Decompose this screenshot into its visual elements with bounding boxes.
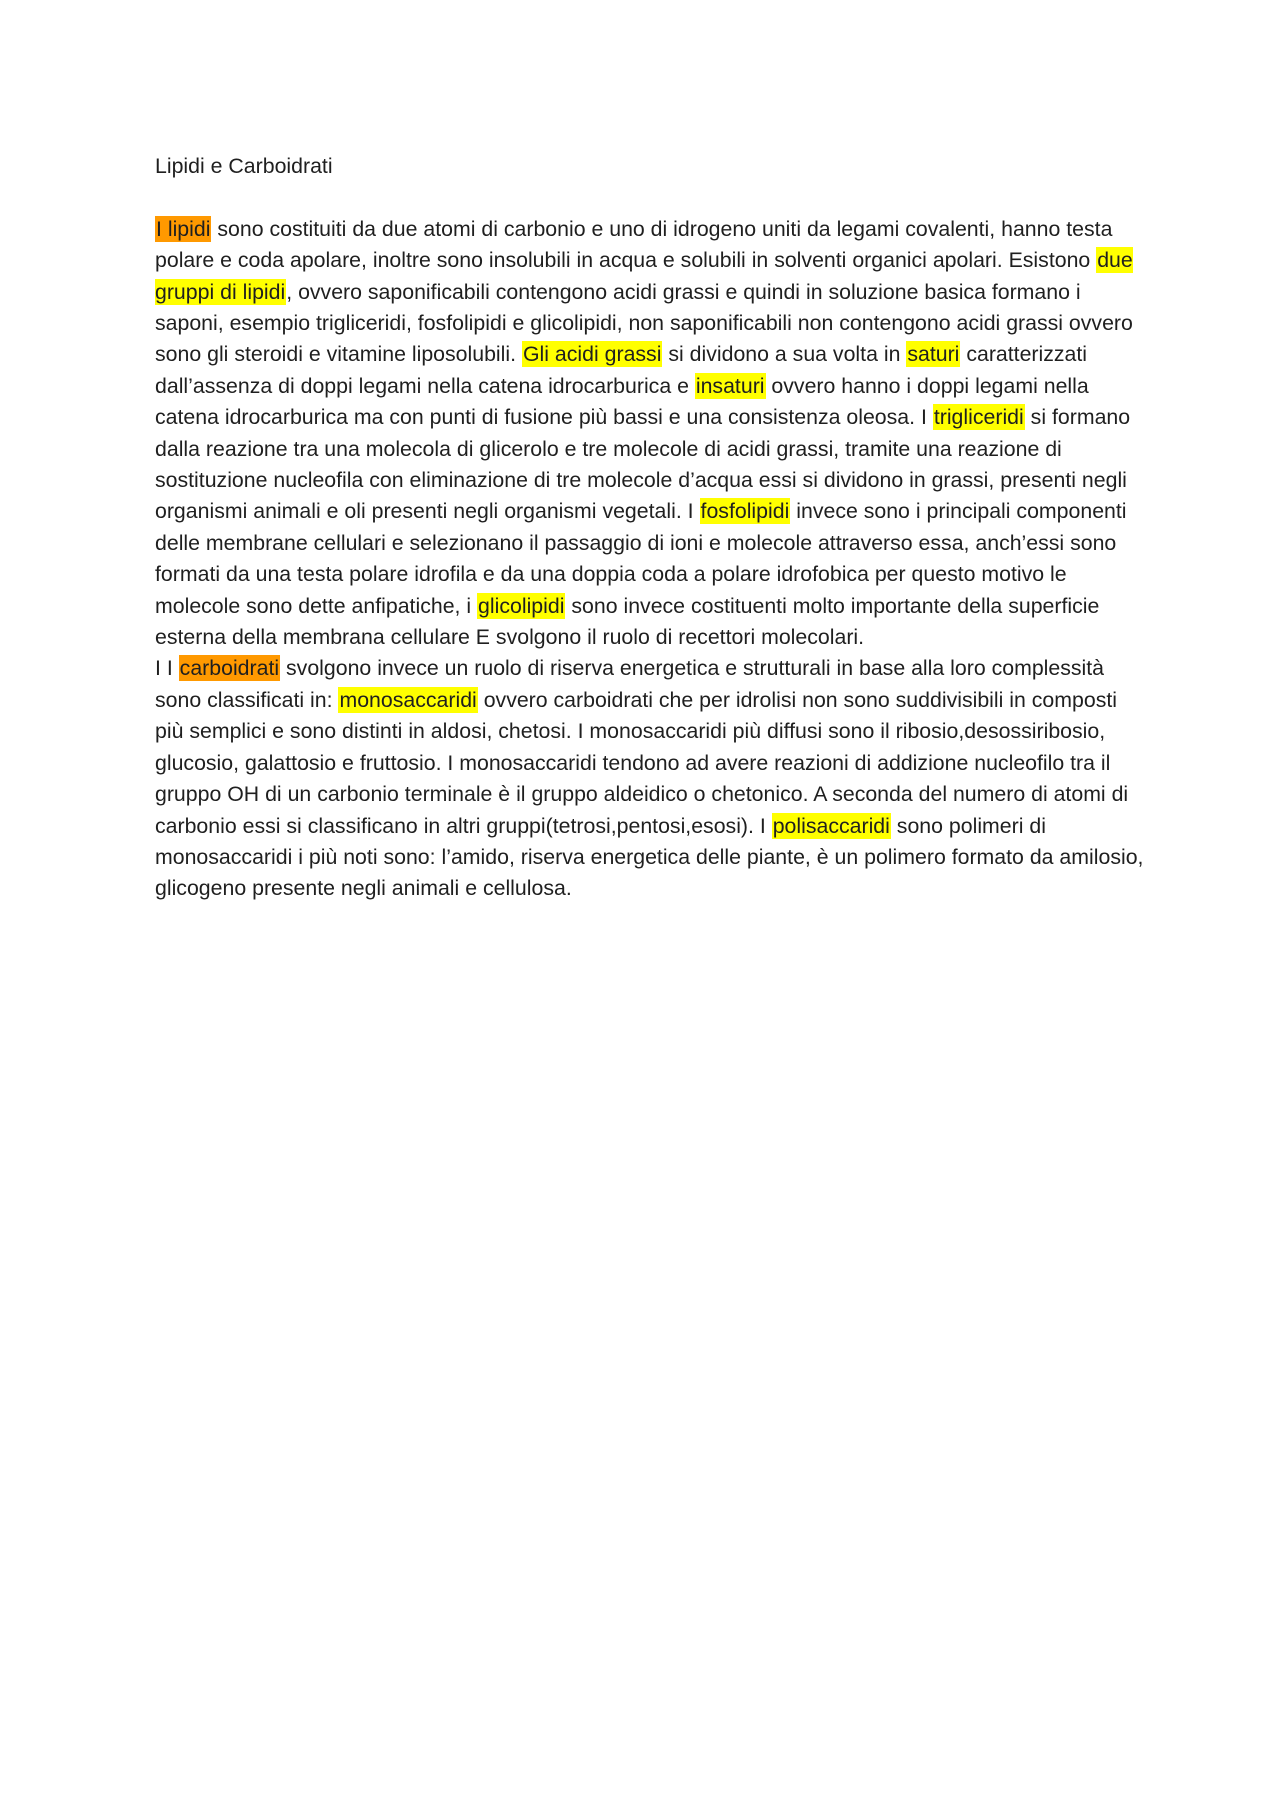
text-run: sono polimeri di monosaccaridi i più noti sono: l’amido, riserva energetica delle piante, è un polimero formato da amilosio, glicogeno presente negli animali e cellulosa. (155, 813, 1144, 901)
highlighted-term: polisaccaridi (772, 813, 890, 838)
paragraph-1 (155, 214, 1145, 654)
highlighted-term: Gli acidi grassi (522, 342, 662, 367)
text-run: ovvero hanno i doppi legami nella catena idrocarburica ma con punti di fusione più bassi e una consistenza oleosa. I (155, 373, 1089, 430)
highlighted-term: I lipidi (156, 216, 211, 241)
text-run: svolgono invece un ruolo di riserva energetica e strutturali in base alla loro complessità sono classificati in: (155, 656, 1105, 712)
highlighted-term: insaturi (695, 373, 765, 398)
highlighted-term: glicolipidi (478, 593, 565, 618)
text-run: I I (155, 656, 179, 681)
highlighted-term: saturi (907, 342, 960, 367)
highlighted-term: carboidrati (179, 656, 280, 681)
text-run: ovvero carboidrati che per idrolisi non sono suddivisibili in composti più semplici e sono distinti in aldosi, chetosi. I monosaccaridi più diffusi sono il ribosio,desossiribosio, glucosio, galattosio e fruttosio. I monosaccaridi tendono ad avere reazioni di addizione nucleofilo tra il gruppo OH di un carbonio terminale è il gruppo aldeidico o chetonico. A seconda del numero di atomi di carbonio essi si classificano in altri gruppi(tetrosi,pentosi,esosi). I (155, 687, 1129, 838)
highlighted-term: trigliceridi (933, 405, 1024, 430)
text-run: sono invece costituenti molto importante della superficie esterna della membrana cellulare E svolgono il ruolo di recettori molecolari. (155, 593, 1100, 650)
document-body (155, 214, 1145, 905)
text-run: caratterizzati dall’assenza di doppi legami nella catena idrocarburica e (155, 342, 1088, 398)
text-run: si formano dalla reazione tra una molecola di glicerolo e tre molecole di acidi grassi, tramite una reazione di sostituzione nucleofila con eliminazione di tre molecole d’acqua essi si dividono in grassi, presenti negli organismi animali e oli presenti negli organismi vegetali. I (155, 405, 1131, 524)
text-run: sono costituiti da due atomi di carbonio e uno di idrogeno uniti da legami covalenti, hanno testa polare e coda apolare, inoltre sono insolubili in acqua e solubili in solventi organici apolari. Esistono (155, 216, 1113, 273)
text-run: invece sono i principali componenti delle membrane cellulari e selezionano il passaggio di ioni e molecole attraverso essa, anch’essi sono formati da una testa polare idrofila e da una doppia coda a polare idrofobica per questo motivo le molecole sono dette anfipatiche, i (155, 499, 1127, 618)
highlighted-term: monosaccaridi (339, 687, 477, 712)
highlighted-term: fosfolipidi (700, 499, 790, 524)
highlighted-term: due gruppi di lipidi (155, 248, 1133, 304)
text-run: , ovvero saponificabili contengono acidi grassi e quindi in soluzione basica formano i saponi, esempio trigliceridi, fosfolipidi e glicolipidi, non saponificabili non contengono acidi grassi ovvero sono gli steroidi e vitamine liposolubili. (155, 279, 1133, 367)
document-title: Lipidi e Carboidrati (155, 154, 333, 178)
document-content (155, 151, 1145, 905)
text-run: si dividono a sua volta in (662, 342, 907, 367)
paragraph-2 (155, 653, 1145, 904)
